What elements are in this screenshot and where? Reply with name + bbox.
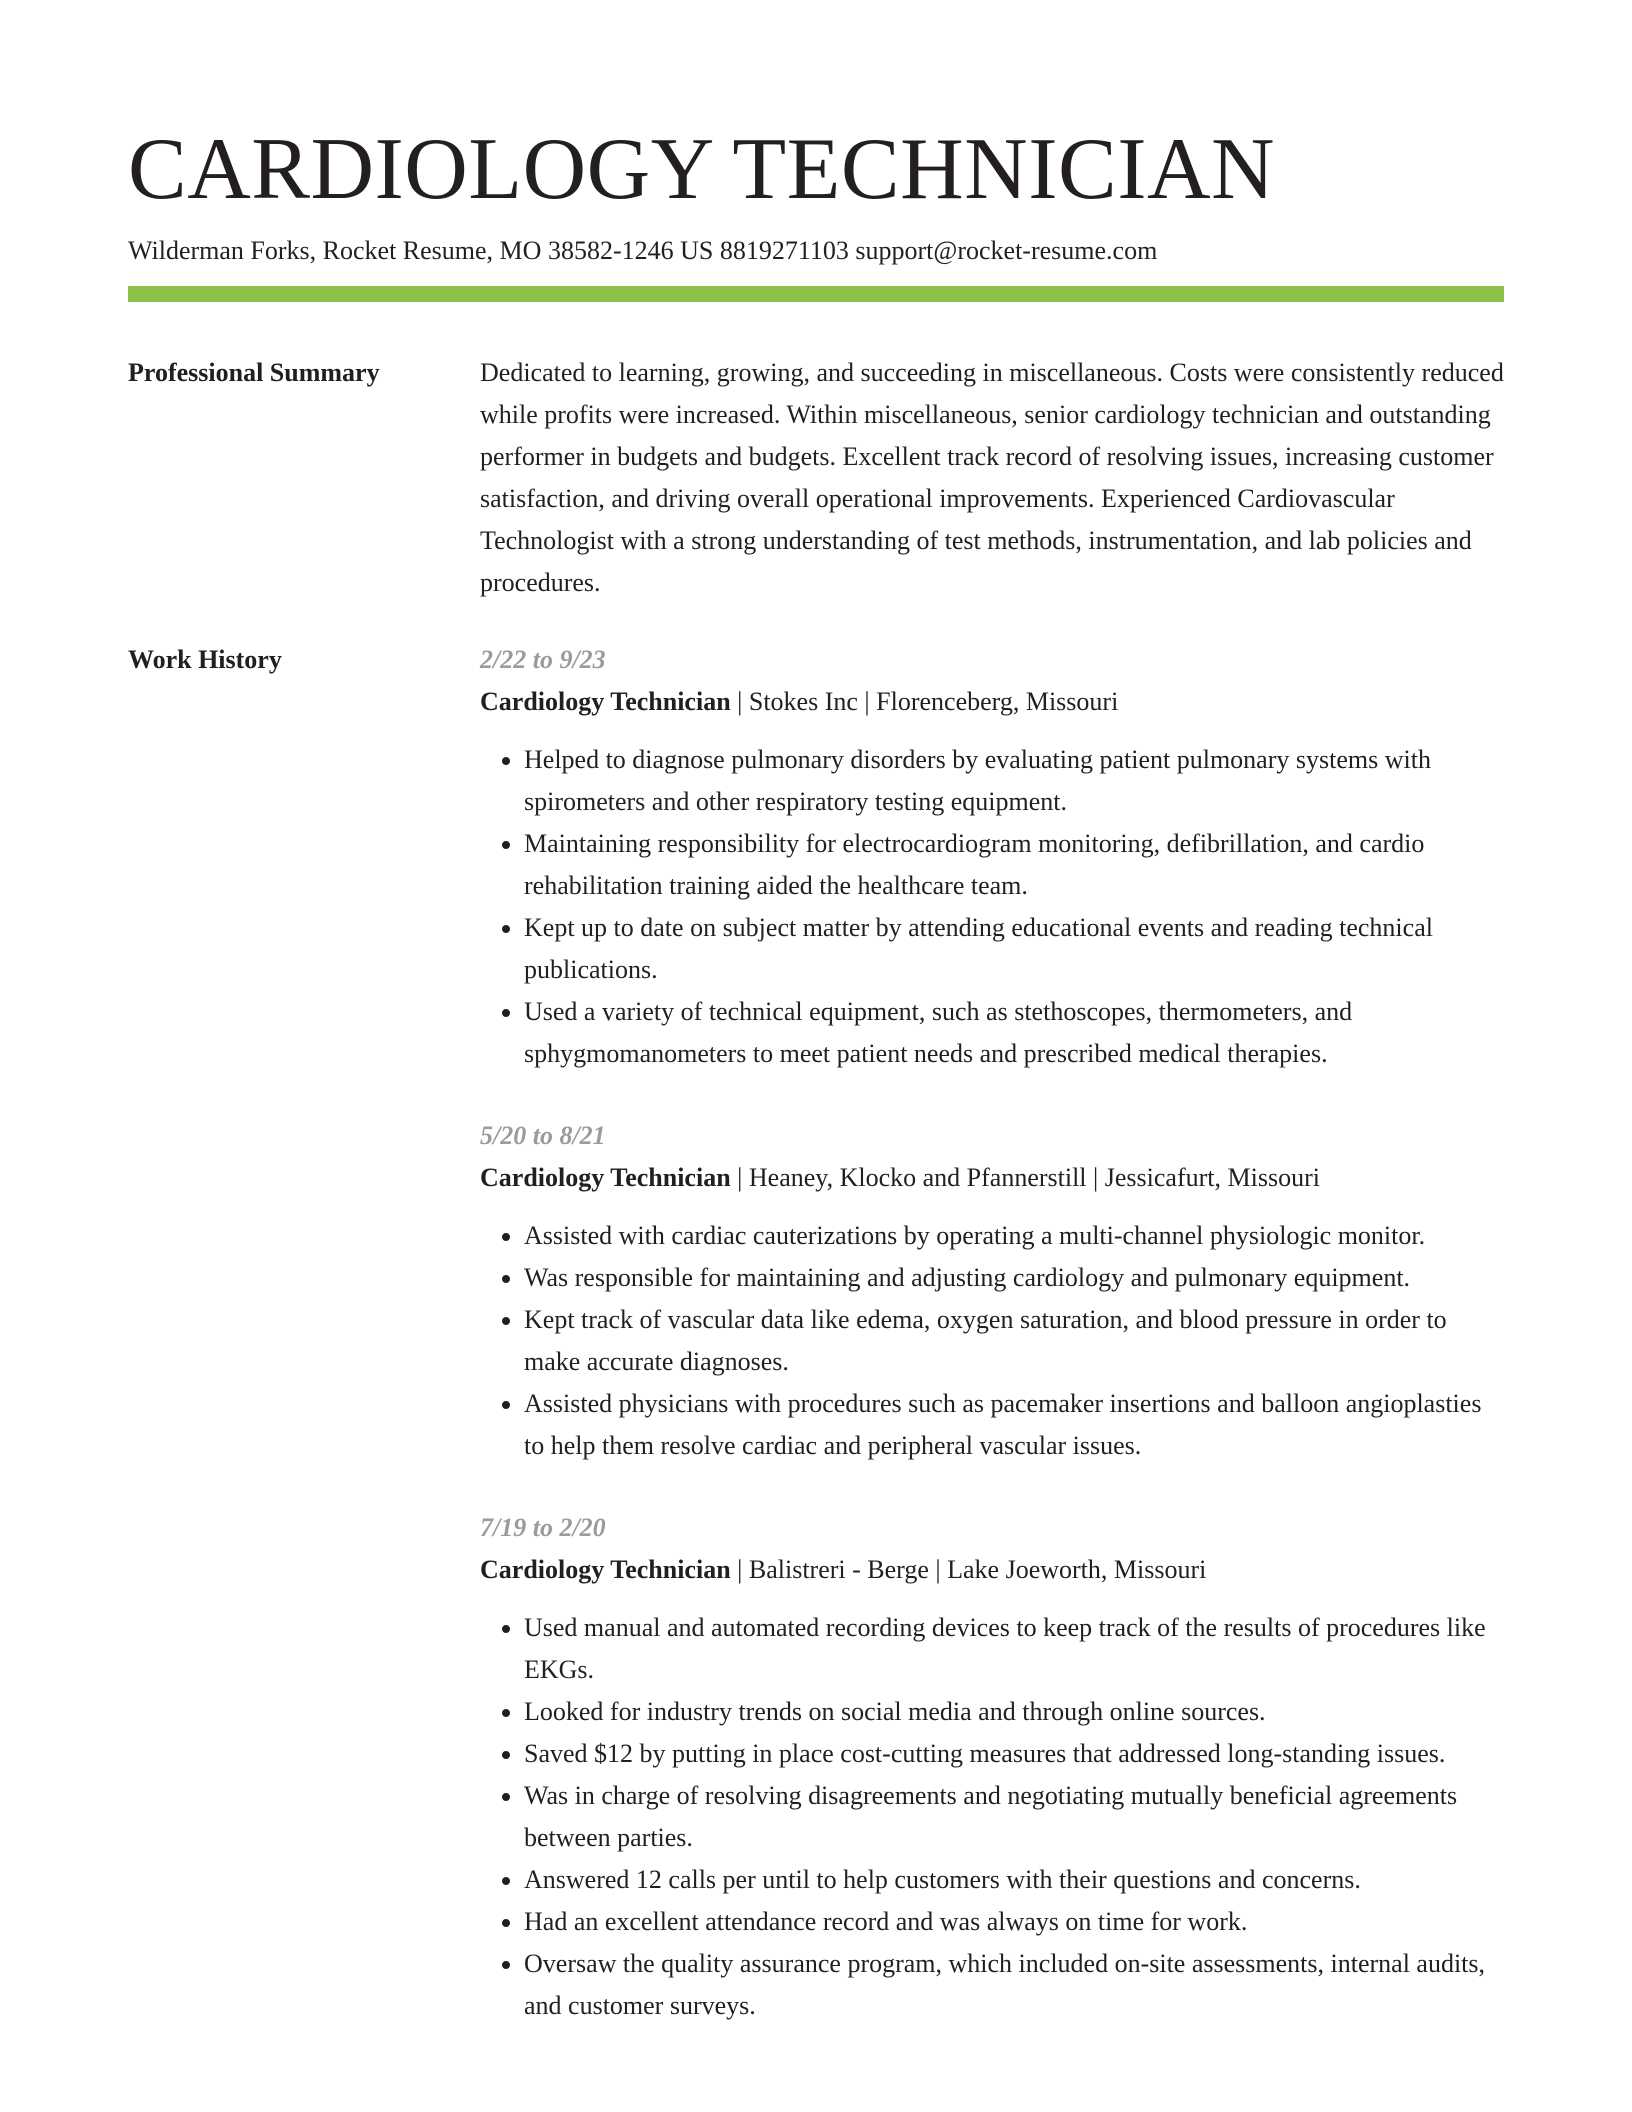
job-company: Heaney, Klocko and Pfannerstill <box>748 1163 1087 1192</box>
job-heading: Cardiology Technician | Balistreri - Berge | Lake Joeworth, Missouri <box>480 1555 1207 1584</box>
contact-address: Wilderman Forks, Rocket Resume, MO 38582-1246 US <box>128 236 714 265</box>
summary-section <box>128 352 1504 604</box>
resume-page <box>128 118 1504 2067</box>
job-company: Stokes Inc <box>748 687 858 716</box>
job-bullet: • Assisted physicians with procedures such as pacemaker insertions and balloon angioplasties to help them resolve cardiac and peripheral vascular issues. <box>524 1383 1504 1467</box>
job-bullet: • Was responsible for maintaining and adjusting cardiology and pulmonary equipment. <box>524 1257 1504 1299</box>
job-bullet: • Saved $12 by putting in place cost-cutting measures that addressed long-standing issues. <box>524 1733 1504 1775</box>
job-title: Cardiology Technician <box>480 1555 731 1584</box>
contact-line <box>128 234 1504 268</box>
job-location: Florenceberg, Missouri <box>876 687 1119 716</box>
job-date: 5/20 to 8/21 <box>480 1121 606 1150</box>
job-bullet: • Oversaw the quality assurance program, which included on-site assessments, internal audits, and customer surveys. <box>524 1943 1504 2027</box>
summary-text: Dedicated to learning, growing, and succeeding in miscellaneous. Costs were consistently reduced while profits were increased. Within miscellaneous, senior cardiology technician and outstanding performer in budgets and budgets. Excellent track record of resolving issues, increasing customer satisfaction, and driving overall operational improvements. Experienced Cardiovascular Technologist with a strong understanding of test methods, instrumentation, and lab policies and procedures. <box>480 358 1504 597</box>
job-bullet: • Was in charge of resolving disagreements and negotiating mutually beneficial agreements between parties. <box>524 1775 1504 1859</box>
job-bullet: • Assisted with cardiac cauterizations by operating a multi-channel physiologic monitor. <box>524 1215 1504 1257</box>
job-title: Cardiology Technician <box>480 1163 731 1192</box>
job-bullets <box>480 1607 1504 2027</box>
resume-name: CARDIOLOGY TECHNICIAN <box>128 121 1276 218</box>
job-bullet: • Had an excellent attendance record and was always on time for work. <box>524 1901 1504 1943</box>
job-bullet: • Answered 12 calls per until to help customers with their questions and concerns. <box>524 1859 1504 1901</box>
job-date: 2/22 to 9/23 <box>480 645 606 674</box>
job-company: Balistreri - Berge <box>748 1555 929 1584</box>
job-list <box>480 639 1504 2067</box>
job-bullets <box>480 739 1504 1075</box>
job-date: 7/19 to 2/20 <box>480 1513 606 1542</box>
job-location: Jessicafurt, Missouri <box>1104 1163 1320 1192</box>
job-heading: Cardiology Technician | Heaney, Klocko and Pfannerstill | Jessicafurt, Missouri <box>480 1163 1320 1192</box>
header-divider <box>128 286 1504 302</box>
contact-email: support@rocket-resume.com <box>855 236 1158 265</box>
job-bullet: • Kept up to date on subject matter by attending educational events and reading technical publications. <box>524 907 1504 991</box>
job-bullet: • Helped to diagnose pulmonary disorders by evaluating patient pulmonary systems with spirometers and other respiratory testing equipment. <box>524 739 1504 823</box>
job-bullet: • Looked for industry trends on social media and through online sources. <box>524 1691 1504 1733</box>
work-history-section <box>128 639 1504 2067</box>
contact-phone: 8819271103 <box>719 236 849 265</box>
job-bullet: • Maintaining responsibility for electrocardiogram monitoring, defibrillation, and cardio rehabilitation training aided the healthcare team. <box>524 823 1504 907</box>
job-entry <box>480 1115 1504 1467</box>
job-bullet: • Kept track of vascular data like edema, oxygen saturation, and blood pressure in order to make accurate diagnoses. <box>524 1299 1504 1383</box>
summary-heading: Professional Summary <box>128 358 380 387</box>
job-bullet: • Used manual and automated recording devices to keep track of the results of procedures like EKGs. <box>524 1607 1504 1691</box>
job-bullets <box>480 1215 1504 1467</box>
job-bullet: • Used a variety of technical equipment, such as stethoscopes, thermometers, and sphygmomanometers to meet patient needs and prescribed medical therapies. <box>524 991 1504 1075</box>
work-history-heading: Work History <box>128 645 282 674</box>
job-entry <box>480 1507 1504 2027</box>
job-location: Lake Joeworth, Missouri <box>947 1555 1207 1584</box>
job-title: Cardiology Technician <box>480 687 731 716</box>
job-heading: Cardiology Technician | Stokes Inc | Florenceberg, Missouri <box>480 687 1119 716</box>
job-entry <box>480 639 1504 1075</box>
